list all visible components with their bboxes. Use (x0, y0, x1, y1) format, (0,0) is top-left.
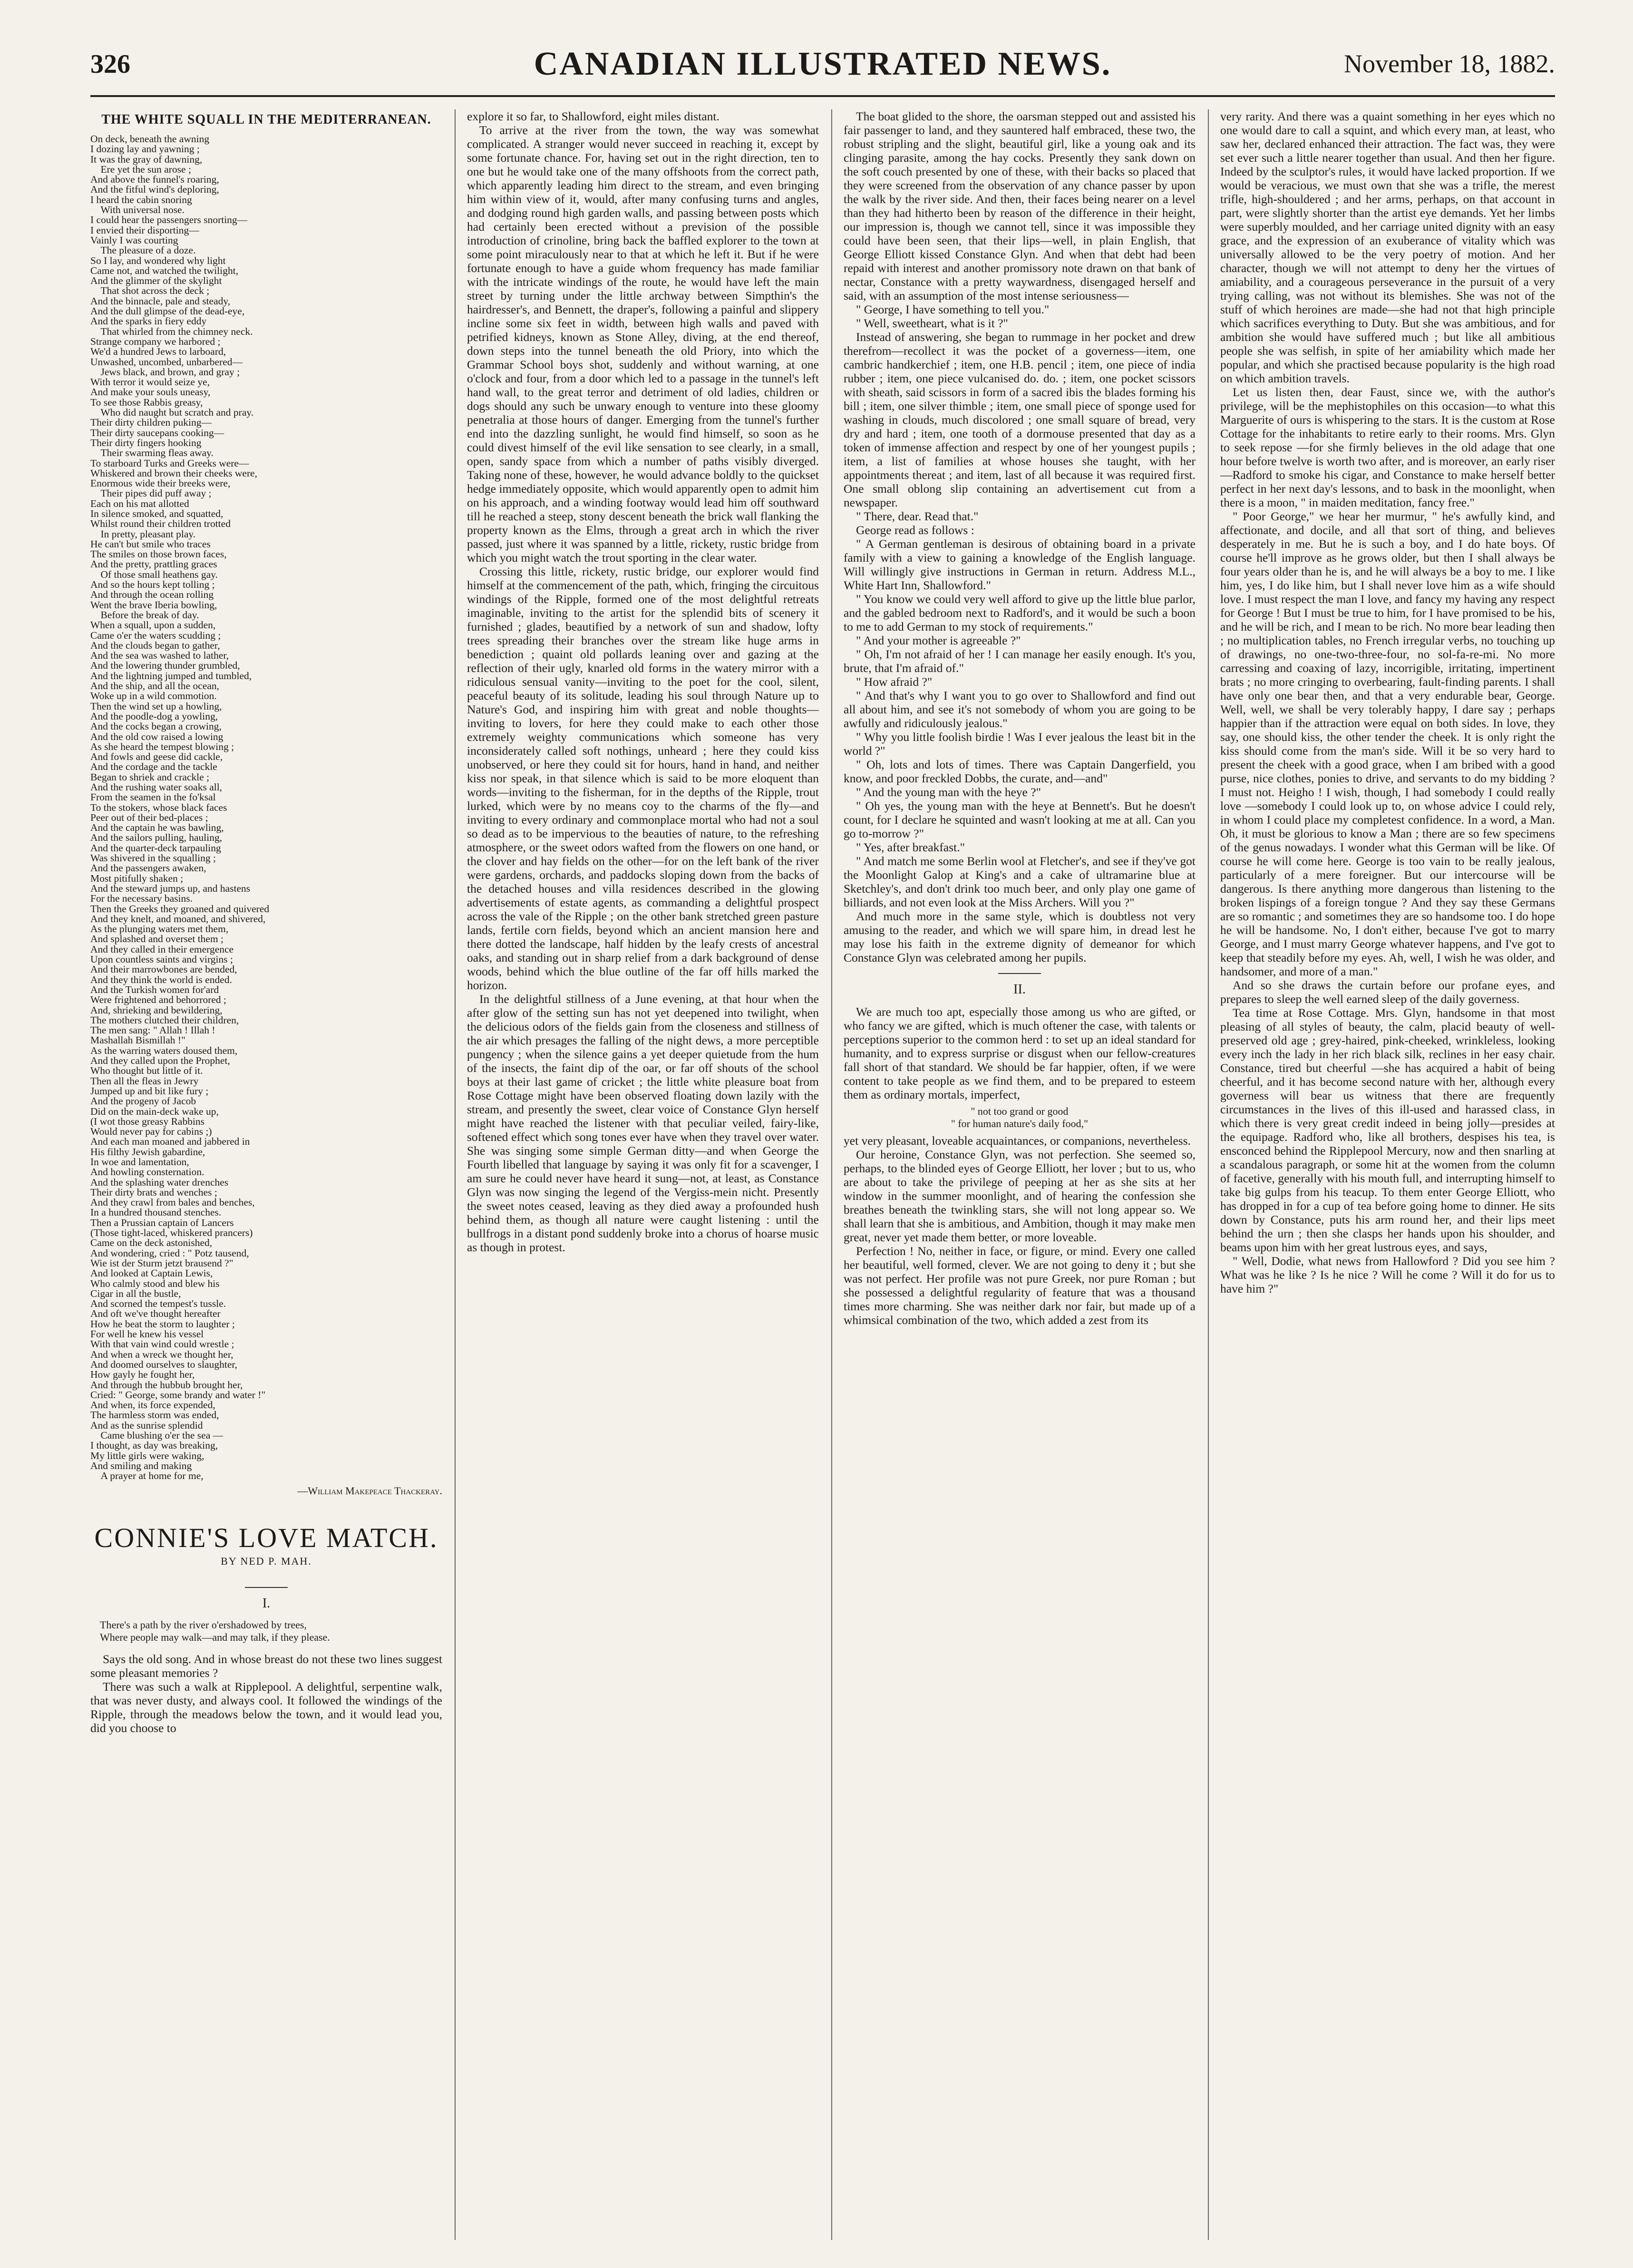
paragraph: " Oh, I'm not afraid of her ! I can manage her easily enough. It's you, brute, that I'm afraid of." (844, 647, 1196, 675)
paragraph: And much more in the same style, which is doubtless not very amusing to the reader, and which we will spare him, in dread lest he may lose his faith in the extreme dignity of demeanor for which Constance Glyn was celebrated among her pupils. (844, 909, 1196, 964)
paragraph: " Oh, lots and lots of times. There was Captain Dangerfield, you know, and poor freckled Dobbs, the curate, and—and" (844, 758, 1196, 785)
chapter-heading: II. (1013, 982, 1026, 997)
paragraph: Our heroine, Constance Glyn, was not perfection. She seemed so, perhaps, to the blinded eyes of George Elliott, her lover ; but to us, who are about to take the privilege of peeping at her as she sits at her window in the summer moonlight, and of hearing the confession she breathes beneath the twinkling stars, she will not long appear so. We shall learn that she is ambitious, and Ambition, though it may make men great, never yet made them better, or more loveable. (844, 1148, 1196, 1244)
publication-title: CANADIAN ILLUSTRATED NEWS. (534, 46, 1112, 82)
paragraph: And so she draws the curtain before our profane eyes, and prepares to sleep the well earned sleep of the daily governess. (1220, 978, 1555, 1006)
paragraph: explore it so far, to Shallowford, eight miles distant. (467, 109, 719, 123)
paragraph: Instead of answering, she began to rummage in her pocket and drew therefrom—recollect it was the pocket of a governess—item, one cambric handkerchief ; item, one H.B. pencil ; item, one piece of india rubber ; item, one piece vulcanised do. do. ; item, one pocket scissors with sheath, said scissors in form of a sacred ibis the blades forming his bill ; item, one silver thimble ; item, one small piece of sponge used for washing in clouds, much discolored ; one small square of bread, very dry and hard ; item, one tooth of a dormouse presented that day as a token of immense affection and respect by one of her youngest pupils ; item, a list of families at whose houses she taught, with her appointments thereat ; and item, last of all because it was required first. One small oblong slip containing an advertisement cut from a newspaper. (844, 330, 1196, 509)
story-title: CONNIE'S LOVE MATCH. (94, 1522, 438, 1554)
column-1 (90, 109, 442, 2240)
paragraph: To arrive at the river from the town, the way was somewhat complicated. A stranger would never succeed in reaching it, except by some fortunate chance. For, having set out in the right direction, ten to one but he would take one of the many offshoots from the correct path, which apparently leading him direct to the stream, and even bringing him within view of it, would, after many confusing turns and angles, and dodging round high garden walls, and passing between posts which had certainly been erected without a prevision of the possible introduction of crinoline, bring back the baffled explorer to the town at some point miraculously near to that at which he left it. But if he were fortunate enough to have a guide whom frequency has made familiar with the intricate windings of the route, he would have left the main street by turning under the little archway between Simpthin's the hairdresser's, and Bennett, the draper's, following a painful and slippery incline some six feet in width, between high walls and paved with petrified kidneys, known as Stone Alley, diving, at the end thereof, down steps into the tunnel beneath the old Priory, into which the Grammar School boys shot, suddenly and without warning, at one o'clock and four, from a door which led to a passage in the tunnel's left hand wall, to the great terror and detriment of old ladies, children or dogs should any such be unwary enough to venture into these gloomy penetralia at those hours of danger. Emerging from the tunnel's further end into the dazzling sunlight, he would find himself, so soon as he could divest himself of the evil like sensation to see clearly, in a small, open, sandy space from which a number of paths visibly diverged. Taking none of these, however, he would advance boldly to the quickset hedge immediately opposite, which would apparently open to admit him on his approach, and a winding footway would lead him off southward till he reached a steep, stony descent beneath the brick wall flanking the property known as the Elms, through a great arch in which the river passed, just where it was spanned by a little, rickety, rustic bridge from which you might watch the trout sporting in the clear water. (467, 123, 819, 565)
issue-date: November 18, 1882. (1344, 49, 1555, 78)
column-2 (467, 109, 819, 2240)
paragraph: Crossing this little, rickety, rustic bridge, our explorer would find himself at the commencement of the path, which, fringing the circuitous windings of the Ripple, formed one of the most delightful retreats imaginable, inviting to the artist for the splendid bits of scenery it furnished ; glades, beautified by a network of sun and shadow, lofty trees spreading their branches over the stream like huge arms in benediction ; quaint old pollards leaning over and gazing at the reflection of their ugly, knarled old forms in the watery mirror with a ridiculous sensual vanity—inviting to the poet for the cool, silent, peaceful beauty of its solitude, leading his soul through Nature up to Nature's God, and inspiring him with great and noble thoughts—inviting to lovers, for here they could make to each other those extremely weighty communications which someone has very inconsiderately called soft nothings, unheard ; here they could kiss unobserved, or here they could sit for hours, hand in hand, and neither kiss nor speak, in that silence which is said to be more eloquent than words—inviting to the fisherman, for in the depths of the Ripple, trout lurked, which were by no means coy to the charms of the fly—and inviting to every ordinary and commonplace mortal who had not a soul so dead as to be impervious to the beauties of nature, to the refreshing atmosphere, or the sweet odors wafted from the flowers on one hand, or the clover and hay fields on the other—for on the left bank of the river were gardens, orchards, and paddocks sloping down from the backs of the detached houses and villa residences described in the glowing advertisements of estate agents, as commanding a delightful prospect across the vale of the Ripple ; on the other bank stretched green pasture lands, fertile corn fields, beyond which an ancient mansion here and there dotted the landscape, half hidden by the leafy crests of ancestral oaks, and standing out in sharp relief from a dark background of dense woods, behind which the blue outline of the far off hills marked the horizon. (467, 565, 819, 992)
paragraph: " Yes, after breakfast." (856, 840, 965, 854)
paragraph: In the delightful stillness of a June evening, at that hour when the after glow of the setting sun has not yet deepened into twilight, when the delicious odors of the fields gain from the closeness and stillness of the air which presages the falling of the night dews, a more perceptible pungency ; when the silence gains a yet deeper quietude from the hum of the insects, the faint dip of the oar, or far off shouts of the school boys at their last game of cricket ; the little white pleasure boat from Rose Cottage might have been observed floating down lazily with the stream, and presently the sweet, clear voice of Constance Glyn herself might have reached the listener with that peculiar veiled, fairy-like, softened effect which song tones ever have when they travel over water. She was singing some simple German ditty—and when George the Fourth libelled that language by saying it was only fit for a scavenger, I am sure he could never have heard it sung—not, at least, as Constance Glyn was now singing the legend of the Vergiss-mein nicht. Presently the sweet notes ceased, leaving as they died away a profounded hush behind them, as though all nature were caught listening : until the bullfrogs in a distant pond suddenly broke into a chorus of hoarse music as though in protest. (467, 992, 819, 1254)
paragraph: " Poor George," we hear her murmur, " he's awfully kind, and affectionate, and docile, and all that sort of thing, and believes desperately in me. But he is such a boy, and I do hate boys. Of course he'll improve as he grows older, but then I shall always be four years older than he is, and he will always be a boy to me. I like him, yes, I do like him, but I shall never love him as a wife should love. I must respect the man I love, and fancy my having any respect for George ! But I must be true to him, for I have promised to be his, and he will be rich, and I mean to be rich. No more bear leading then ; no multiplication tables, no French irregular verbs, no touching up of drawings, no one-two-three-four, no sol-fa-re-mi. No more carressing and coaxing of lazy, incorrigible, irritating, impertinent brats ; no more cringing to overbearing, fault-finding parents. I shall have only one bear then, and that a very endurable bear, George. Well, well, we shall be very tolerably happy, I dare say ; perhaps happier than if the attraction were equal on both sides. In love, they say, one should kiss, the other tender the cheek. It is only right the kiss should come from the man's side. Will it be so very hard to present the cheek with a good grace, when I am bribed with a good purse, nice clothes, ponies to drive, and servants to do my bidding ? I must not. Heigho ! I wish, though, I had somebody I could really love —somebody I could look up to, on whose advice I could rely, in whom I could place my completest confidence. In a word, a Man. Oh, it must be glorious to know a Man ; there are so few specimens of the genus nowadays. I wonder what this German will be like. Of course he will come here. George is too vain to be really jealous, particularly of a mere foreigner. But our intercourse will be dangerous. Is there anything more dangerous than listening to the broken lispings of a foreign tongue ? And they say these Germans are so romantic ; and sometimes they are so handsome too. I do hope he will be handsome. No, I don't either, because I've got to marry George, and I must marry George whatever happens, and I've got to keep that steadily before my eyes. Ah, well, I wish he was older, and handsomer, and more of a man." (1220, 509, 1555, 978)
divider (245, 1587, 288, 1588)
paragraph: Let us listen then, dear Faust, since we, with the author's privilege, will be the mephistophiles on this occasion—to what this Marguerite of ours is whispering to the stars. It is the custom at Rose Cottage for the inhabitants to retire early to their rooms. Mrs. Glyn to seek repose —for she firmly believes in the old adage that one hour before twelve is worth two after, and is moreover, an early riser—Radford to smoke his cigar, and Constance to make herself better perfect in her next day's lessons, and to bask in the moonlight, when there is a moon, " in maiden meditation, fancy free." (1220, 385, 1555, 509)
page-header (90, 45, 1555, 97)
paragraph: " Well, Dodie, what news from Hallowford ? Did you see him ? What was he like ? Is he nice ? Will he come ? Will it do for us to have him ?" (1220, 1254, 1555, 1295)
paragraph: Says the old song. And in whose breast do not these two lines suggest some pleasant memories ? (90, 1652, 442, 1680)
poem-title: THE WHITE SQUALL IN THE MEDITERRANEAN. (101, 112, 431, 127)
paragraph: " Well, sweetheart, what is it ?" (856, 316, 1008, 330)
paragraph: " A German gentleman is desirous of obtaining board in a private family with a view to gaining a knowledge of the English language. Will willingly give instructions in German in return. Address M.L., White Hart Inn, Shallowford." (844, 537, 1196, 592)
paragraph: Perfection ! No, neither in face, or figure, or mind. Every one called her beautiful, well formed, clever. We are not going to deny it ; but she was not perfect. Her profile was not pure Greek, nor pure Roman ; but she possessed a delightful regularity of feature that was a thousand times more charming. She was neither dark nor fair, but made up of a whimsical combination of the two, which added a zest from its (844, 1244, 1196, 1327)
quotation: " not too grand or good " for human nature's daily food," (951, 1105, 1089, 1129)
story-byline: BY NED P. MAH. (221, 1555, 312, 1567)
chapter-heading: I. (262, 1596, 271, 1611)
paragraph: " And that's why I want you to go over to Shallowford and find out all about him, and see it's not somebody of whom you are going to be awfully and ridiculously jealous." (844, 689, 1196, 730)
page-number: 326 (90, 49, 130, 79)
paragraph: There was such a walk at Ripplepool. A delightful, serpentine walk, that was never dusty, and always cool. It followed the windings of the Ripple, through the meadows below the town, and it would lead you, did you choose to (90, 1680, 442, 1735)
paragraph: " Why you little foolish birdie ! Was I ever jealous the least bit in the world ?" (844, 730, 1196, 758)
poem-author: —William Makepeace Thackeray. (297, 1485, 442, 1497)
paragraph: very rarity. And there was a quaint something in her eyes which no one would dare to call a squint, and which every man, at least, who saw her, declared enhanced their attraction. The fact was, they were set ever such a little nearer together than usual. And then her figure. Indeed by the sculptor's rules, it would have lacked proportion. If we would be veracious, we must own that she was a trifle, the merest trifle, high-shouldered ; and her arms, perhaps, on that account in part, were slightly shorter than the artist eye demands. Yet her limbs were superbly moulded, and her carriage united dignity with an easy grace, and the expression of an exuberance of vitality which was universally allowed to be the very poetry of motion. And her character, though we will not attempt to deny her the virtues of amiability, and a courageous perseverance in the pursuit of a very trying calling, was not without its blemishes. She was not of the stuff of which heroines are made—she had not that high principle which sacrifices everything to Duty. But she was ambitious, and for ambition she would have suffered much ; but like all ambitious people she was selfish, in spite of her amiability which made her popular, and which she practised because popularity is the high road on which ambition travels. (1220, 109, 1555, 385)
paragraph: " And the young man with the heye ?" (856, 785, 1041, 799)
paragraph: " Oh yes, the young man with the heye at Bennett's. But he doesn't count, for I declare he squinted and wasn't looking at me at all. Can you go to-morrow ?" (844, 799, 1196, 840)
poem-text: On deck, beneath the awning I dozing lay and yawning ; It was the gray of dawning, Ere yet the sun arose ; And above the funnel's roaring, And the fitful wind's deploring, I heard the cabin snoring With universal nose. I could hear the passengers snorting— I envied their disporting— Vainly I was courting The pleasure of a doze. So I lay, and wondered why light Came not, and watched the twilight, And the glimmer of the skylight That shot across the deck ; And the binnacle, pale and steady, And the dull glimpse of the dead-eye, And the sparks in fiery eddy That whirled from the chimney neck. Strange company we harbored ; We'd a hundred Jews to larboard, Unwashed, uncombed, unbarbered— Jews black, and brown, and gray ; With terror it would seize ye, And make your souls uneasy, To see those Rabbis greasy, Who did naught but scratch and pray. Their dirty children puking— Their dirty saucepans cooking— Their dirty fingers hooking Their swarming fleas away. To starboard Turks and Greeks were— Whiskered and brown their cheeks were, Enormous wide their breeks were, Their pipes did puff away ; Each on his mat allotted In silence smoked, and squatted, Whilst round their children trotted In pretty, pleasant play. He can't but smile who traces The smiles on those brown faces, And the pretty, prattling graces Of those small heathens gay. And so the hours kept tolling ; And through the ocean rolling Went the brave Iberia bowling, Before the break of day. When a squall, upon a sudden, Came o'er the waters scudding ; And the clouds began to gather, And the sea was washed to lather, And the lowering thunder grumbled, And the lightning jumped and tumbled, And the ship, and all the ocean, Woke up in a wild commotion. Then the wind set up a howling, And the poodle-dog a yowling, And the cocks began a crowing, And the old cow raised a lowing As she heard the tempest blowing ; And fowls and geese did cackle, And the cordage and the tackle Began to shriek and crackle ; And the rushing water soaks all, From the seamen in the fo'ksal To the stokers, whose black faces Peer out of their bed-places ; And the captain he was bawling, And the sailors pulling, hauling, And the quarter-deck tarpauling Was shivered in the squalling ; And the passengers awaken, Most pitifully shaken ; And the steward jumps up, and hastens For the necessary basins. Then the Greeks they groaned and quivered And they knelt, and moaned, and shivered, As the plunging waters met them, And splashed and overset them ; And they called in their emergence Upon countless saints and virgins ; And their marrowbones are bended, And they think the world is ended. And the Turkish women for'ard Were frightened and behorrored ; And, shrieking and bewildering, The mothers clutched their children, The men sang: " Allah ! Illah ! Mashallah Bismillah !" As the warring waters doused them, And they called upon the Prophet, Who thought but little of it. Then all the fleas in Jewry Jumped up and bit like fury ; And the progeny of Jacob Did on the main-deck wake up, (I wot those greasy Rabbins Would never pay for cabins ;) And each man moaned and jabbered in His filthy Jewish gabardine, In woe and lamentation, And howling consternation. And the splashing water drenches Their dirty brats and wenches ; And they crawl from bales and benches, In a hundred thousand stenches. Then a Prussian captain of Lancers (Those tight-laced, whiskered prancers) Came on the deck astonished, And wondering, cried : " Potz tausend, Wie ist der Sturm jetzt brausend ?" And looked at Captain Lewis, Who calmly stood and blew his Cigar in all the bustle, And scorned the tempest's tussle. And oft we've thought hereafter How he beat the storm to laughter ; For well he knew his vessel With that vain wind could wrestle ; And when a wreck we thought her, And doomed ourselves to slaughter, How gayly he fought her, And through the hubbub brought her, Cried: " George, some brandy and water !" And when, its force expended, The harmless storm was ended, And as the sunrise splendid Came blushing o'er the sea — I thought, as day was breaking, My little girls were waking, And smiling and making A prayer at home for me, (90, 133, 270, 1482)
paragraph: " George, I have something to tell you." (856, 302, 1050, 316)
paragraph: " You know we could very well afford to give up the little blue parlor, and the gabled bedroom next to Radford's, and it would be such a boon to me to add German to my stock of requirements." (844, 592, 1196, 633)
epigraph: There's a path by the river o'ershadowed by trees, Where people may walk—and may talk, if they please. (100, 1619, 330, 1644)
column-3 (844, 109, 1196, 2240)
paragraph: " And your mother is agreeable ?" (856, 633, 1021, 647)
paragraph: George read as follows : (856, 523, 974, 537)
paragraph: Tea time at Rose Cottage. Mrs. Glyn, handsome in that most pleasing of all styles of beauty, the calm, placid beauty of well-preserved old age ; grey-haired, pink-cheeked, wrinkleless, looking every inch the lady in her rich black silk, reclines in her easy chair. Constance, tired but cheerful —she has acquired a habit of being cheerful, and it has become second nature with her, although every governess will bear us witness that there are frequently circumstances in the lives of this ill-used and harassed class, in which there is very great credit indeed in being jolly—presides at the equipage. Radford who, like all brothers, despises his tea, is ensconced behind the Ripplepool Mercury, now and then snarling at a scandalous paragraph, or some hit at the women from the column of facetive, generally with his mouth full, and interrupting himself to take big gulps from his teacup. To them enter George Elliott, who has dropped in for a cup of tea before going home to dinner. He sits down by Constance, puts his arm round her, and their lips meet behind the urn ; then she clasps her hands upon his shoulder, and beams upon him with her great lustrous eyes, and says, (1220, 1006, 1555, 1254)
divider (998, 973, 1041, 974)
paragraph: The boat glided to the shore, the oarsman stepped out and assisted his fair passenger to land, and they sauntered half embraced, these two, the robust stripling and the slight, beautiful girl, like a young oak and its clinging parasite, among the hay cocks. Presently they sank down on the soft couch presented by one of these, with their backs so placed that they were screened from the observation of any chance passer by upon the walk by the river side. And then, their faces being nearer on a level than they had hitherto been by reason of the difference in their height, our impression is, though we cannot tell, since it was impossible they could have been seen, that their lips—well, in plain English, that George Elliott kissed Constance Glyn. And when that debt had been repaid with interest and another promissory note drawn on that bank of nectar, Constance with a pretty waywardness, disengaged herself and said, with an assumption of the most intense seriousness— (844, 109, 1196, 302)
paragraph: " And match me some Berlin wool at Fletcher's, and see if they've got the Moonlight Galop at King's and a cake of ultramarine blue at Sketchley's, and don't drink too much beer, and only play one game of billiards, and not even look at the Miss Archers. Will you ?" (844, 854, 1196, 909)
paragraph: We are much too apt, especially those among us who are gifted, or who fancy we are gifted, which is much oftener the case, with talents or perceptions superior to the common herd : to set up an ideal standard for humanity, and to express surprise or disgust when our fellow-creatures fall short of that standard. We should be far happier, often, if we were content to take people as we find them, and to be prepared to esteem them as ordinary mortals, imperfect, (844, 1005, 1196, 1101)
column-rule (831, 109, 832, 2240)
paragraph: " How afraid ?" (856, 675, 933, 689)
paragraph: yet very pleasant, loveable acquaintances, or companions, nevertheless. (844, 1134, 1191, 1148)
column-rule (455, 109, 456, 2240)
column-rule (1208, 109, 1209, 2240)
column-4 (1220, 109, 1555, 2240)
paragraph: " There, dear. Read that." (856, 509, 979, 523)
